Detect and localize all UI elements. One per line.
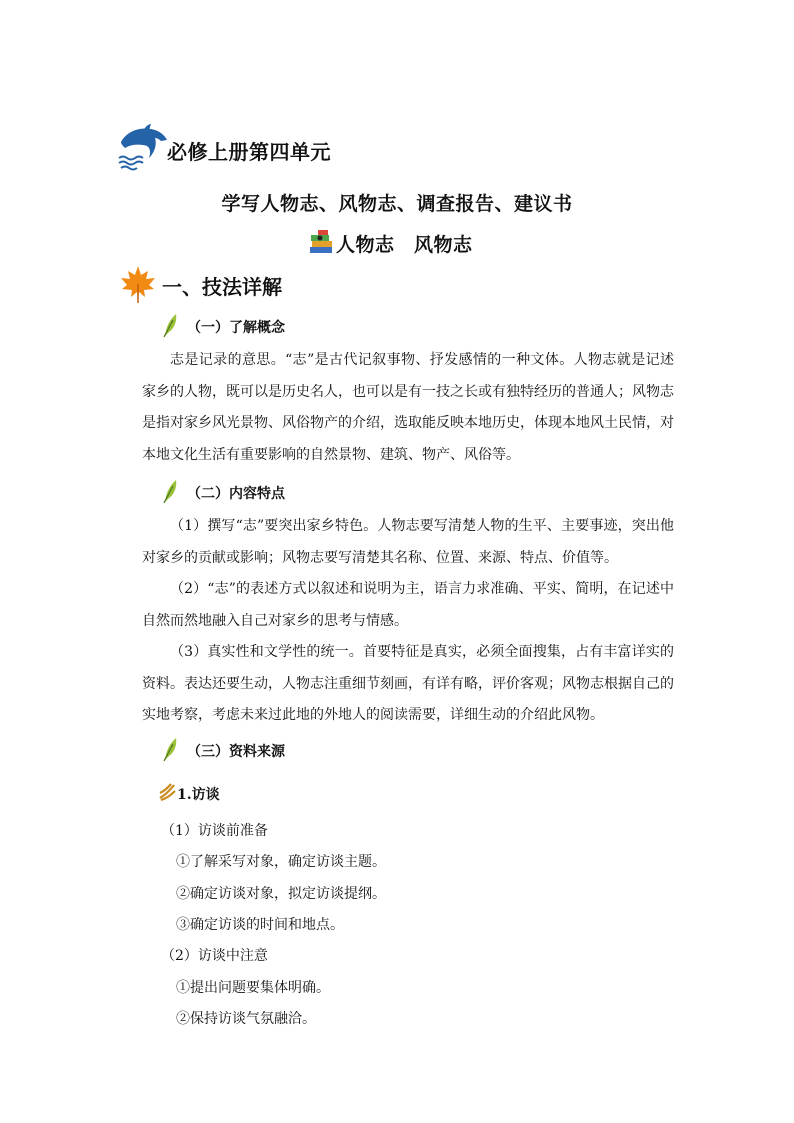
unit-title: 必修上册第四单元: [167, 140, 331, 164]
list-item: ①了解采写对象，确定访谈主题。: [176, 854, 386, 870]
paragraph-feature-1: （1）撰写“志”要突出家乡特色。人物志要写清楚人物的生平、主要事迹，突出他对家乡的贡献或影响；风物志要写清楚其名称、位置、来源、特点、价值等。: [142, 518, 674, 566]
feather-icon: [160, 312, 182, 338]
books-icon: [308, 229, 336, 255]
sub-title: 人物志 风物志: [336, 234, 473, 256]
list-item: ②保持访谈气氛融洽。: [176, 1011, 316, 1027]
paragraph-concept: 志是记录的意思。“志”是古代记叙事物、抒发感情的一种文体。人物志就是记述家乡的人物，既可以是历史名人，也可以是有一技之长或有独特经历的普通人；风物志是指对家乡风光景物、风俗物产的介绍，选取能反映本地历史，体现本地风土民情，对本地文化生活有重要影响的自然景物、建筑、物产、风俗等。: [142, 352, 674, 463]
heading-features: （二）内容特点: [187, 486, 285, 502]
list-item: ③确定访谈的时间和地点。: [176, 917, 344, 933]
heading-interview: 1.访谈: [177, 787, 220, 803]
heading-concept: （一）了解概念: [187, 320, 285, 336]
paragraph-feature-3: （3）真实性和文学性的统一。首要特征是真实，必须全面搜集，占有丰富详实的资料。表达还要生动，人物志注重细节刻画，有详有略，评价客观；风物志根据自己的实地考察，考虑未来过此地的外地人的阅读需要，详细生动的介绍此风物。: [142, 644, 674, 723]
section-title: 一、技法详解: [162, 275, 282, 299]
list-item: ②确定访谈对象，拟定访谈提纲。: [176, 886, 386, 902]
feather-icon: [160, 736, 182, 762]
maple-leaf-icon: [118, 264, 158, 304]
dolphin-icon: [117, 122, 169, 172]
list-item: （1）访谈前准备: [161, 823, 268, 839]
paragraph-feature-2: （2）“志”的表述方式以叙述和说明为主，语言力求准确、平实、简明，在记述中自然而然地融入自己对家乡的思考与情感。: [142, 581, 674, 629]
heading-sources: （三）资料来源: [187, 744, 285, 760]
list-item: （2）访谈中注意: [161, 948, 268, 964]
wheat-icon: [158, 781, 176, 801]
feather-icon: [160, 478, 182, 504]
list-item: ①提出问题要集体明确。: [176, 980, 330, 996]
main-title: 学写人物志、风物志、调查报告、建议书: [221, 193, 573, 215]
